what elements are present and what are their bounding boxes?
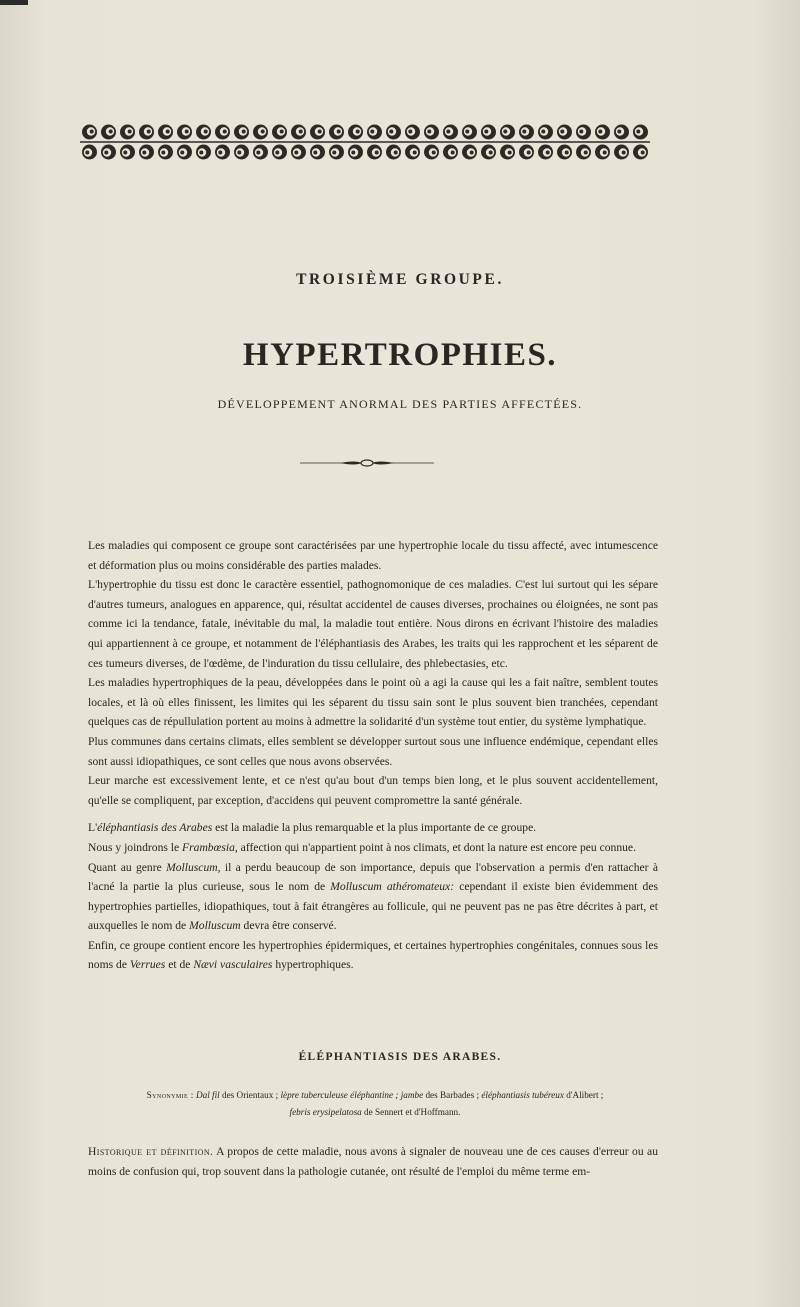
synonymy: Synonymie : Dal fil des Orientaux ; lèpre tuberculeuse éléphantine ; jambe des Barbades ; éléphantiasis tubéreux d'Alibert ; febris erysipelatosa de Sennert et d'Hoffmann. [146,1090,604,1117]
paragraph: Leur marche est excessivement lente, et ce n'est qu'au bout d'un temps bien long, et le plus souvent accidentellement, qu'elle se compliquent, par exception, d'accidens qui peuvent compromettre la santé générale. [88,774,658,807]
group-label: TROISIÈME GROUPE. [296,271,504,288]
paragraph: Quant au genre Molluscum, il a perdu beaucoup de son importance, depuis que l'observation a permis d'en rattacher à l'acné la partie la plus curieuse, sous le nom de Molluscum athéromateux: cependant il existe bien évidemment des hypertrophies partielles, idiopathiques, tout à fait étrangères au follicule, qui ne peuvent pas ne pas être décrites à part, et auxquelles le nom de Molluscum devra être conservé. [88,860,658,933]
page-subtitle: DÉVELOPPEMENT ANORMAL DES PARTIES AFFECTÉES. [217,397,583,411]
paragraph: Plus communes dans certains climats, elles semblent se développer surtout sous une influence endémique, cependant elles sont aussi idiopathiques, ce sont celles que nous avons observées. [88,734,658,768]
paragraph: Enfin, ce groupe contient encore les hypertrophies épidermiques, et certaines hypertrophies congénitales, connues sous les noms de Verrues et de Nævi vasculaires hypertrophiques. [88,938,658,972]
page-title: HYPERTROPHIES. [242,337,558,373]
paragraph: Nous y joindrons le Frambœsia, affection qui n'appartient point à nos climats, et dont la nature est encore peu connue. [88,840,636,854]
history-text [88,1142,658,1181]
synonymy-label: Synonymie : [146,1090,194,1100]
paragraph: Les maladies qui composent ce groupe sont caractérisées par une hypertrophie locale du tissu affecté, avec intumescence et déformation plus ou moins considérable des parties malades. [88,539,658,572]
intro-text [88,536,658,975]
paragraph: Les maladies hypertrophiques de la peau, développées dans le point où a agi la cause qui les a fait naître, semblent toutes locales, et là où elles finissent, les limites qui les séparent du tissu sain sont le plus souvent bien tranchées, cependant quelques cas de répullulation portent au moins à admettre la solidarité d'un système tout entier, du système lymphatique. [88,676,658,729]
corner-mark [0,0,28,5]
section-title: ÉLÉPHANTIASIS DES ARABES. [298,1051,502,1063]
decorative-scroll-band-icon [80,122,650,162]
paragraph: L'éléphantiasis des Arabes est la maladie la plus remarquable et la plus importante de ce groupe. [88,821,537,835]
ornamental-divider-icon [300,455,434,469]
paragraph: L'hypertrophie du tissu est donc le caractère essentiel, pathognomonique de ces maladies. C'est lui surtout qui les sépare d'autres tumeurs, analogues en apparence, qui, résultat accidentel de causes diverses, prochaines ou éloignées, ne sont pas comme ici la tendance, fatale, inévitable du mal, la maladie tout entière. Nous dirons en écrivant l'histoire des maladies qui appartiennent à ce groupe, et notamment de l'éléphantiasis des Arabes, les traits qui les rapprochent et les séparent de ces tumeurs diverses, de l'œdème, de l'induration du tissu cellulaire, des phlebectasies, etc. [88,578,658,670]
paragraph: Historique et définition. A propos de cette maladie, nous avons à signaler de nouveau une de ces causes d'erreur ou au moins de confusion qui, trop souvent dans la pathologie cutanée, ont résulté de l'emploi du même terme em- [88,1145,658,1178]
history-label: Historique et définition. [88,1145,214,1158]
